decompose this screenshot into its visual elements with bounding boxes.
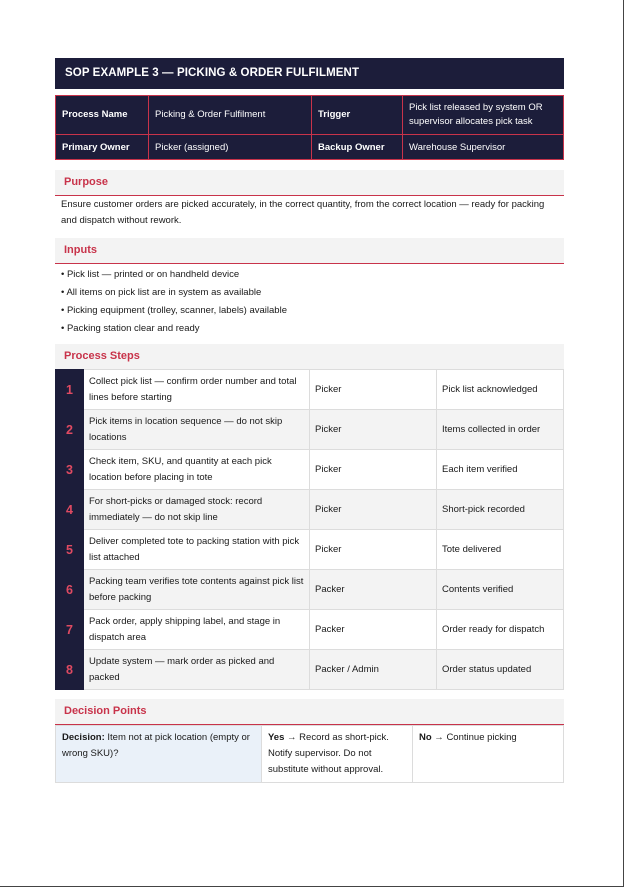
decision-yes (262, 726, 413, 783)
decision-points-heading: Decision Points (55, 699, 564, 725)
process-steps-heading: Process Steps (55, 344, 564, 369)
step-output: Items collected in order (437, 410, 564, 450)
step-number: 2 (56, 410, 84, 450)
process-meta-table (55, 95, 564, 160)
table-row (56, 610, 564, 650)
decision-question (56, 726, 262, 783)
trigger-label: Trigger (312, 96, 403, 135)
decision-label: Decision: (62, 732, 105, 743)
step-description: Deliver completed tote to packing station with pick list attached (84, 530, 310, 570)
step-output: Tote delivered (437, 530, 564, 570)
step-owner: Packer (310, 610, 437, 650)
step-output: Order ready for dispatch (437, 610, 564, 650)
step-output: Order status updated (437, 650, 564, 690)
step-output: Pick list acknowledged (437, 370, 564, 410)
step-owner: Picker (310, 490, 437, 530)
table-row (56, 726, 564, 783)
step-number: 7 (56, 610, 84, 650)
step-number: 4 (56, 490, 84, 530)
step-owner: Picker (310, 370, 437, 410)
step-description: Update system — mark order as picked and packed (84, 650, 310, 690)
step-output: Each item verified (437, 450, 564, 490)
decision-no (413, 726, 564, 783)
no-label: No (419, 732, 432, 743)
list-item: • Packing station clear and ready (61, 323, 200, 334)
backup-owner-label: Backup Owner (312, 135, 403, 160)
purpose-text: Ensure customer orders are picked accurately, in the correct quantity, from the correct location — ready for packing and dispatch without rework. (61, 199, 545, 226)
step-owner: Picker (310, 530, 437, 570)
backup-owner-value: Warehouse Supervisor (403, 135, 564, 160)
process-name-label: Process Name (56, 96, 149, 135)
decision-points-table (55, 725, 564, 783)
sop-document (55, 58, 564, 783)
process-name-value: Picking & Order Fulfilment (149, 96, 312, 135)
step-description: For short-picks or damaged stock: record immediately — do not skip line (84, 490, 310, 530)
process-steps-table (55, 369, 564, 690)
decision-text: Item not at pick location (empty or wrong SKU)? (62, 732, 250, 759)
no-text: → Continue picking (431, 732, 517, 743)
step-number: 5 (56, 530, 84, 570)
yes-text: → Record as short-pick. Notify supervisor. Do not substitute without approval. (268, 732, 389, 775)
step-owner: Picker (310, 410, 437, 450)
step-owner: Packer (310, 570, 437, 610)
step-number: 6 (56, 570, 84, 610)
step-description: Pack order, apply shipping label, and stage in dispatch area (84, 610, 310, 650)
step-owner: Packer / Admin (310, 650, 437, 690)
table-row (56, 530, 564, 570)
yes-label: Yes (268, 732, 285, 743)
inputs-heading: Inputs (55, 238, 564, 264)
purpose-heading: Purpose (55, 170, 564, 196)
list-item: • All items on pick list are in system as available (61, 287, 262, 298)
step-number: 3 (56, 450, 84, 490)
step-description: Packing team verifies tote contents against pick list before packing (84, 570, 310, 610)
step-output: Contents verified (437, 570, 564, 610)
step-description: Check item, SKU, and quantity at each pick location before placing in tote (84, 450, 310, 490)
table-row (56, 490, 564, 530)
step-number: 1 (56, 370, 84, 410)
table-row (56, 370, 564, 410)
step-description: Pick items in location sequence — do not skip locations (84, 410, 310, 450)
inputs-list (55, 264, 564, 339)
table-row (56, 650, 564, 690)
primary-owner-label: Primary Owner (56, 135, 149, 160)
trigger-value: Pick list released by system OR supervisor allocates pick task (403, 96, 564, 135)
list-item: • Picking equipment (trolley, scanner, labels) available (61, 305, 287, 316)
primary-owner-value: Picker (assigned) (149, 135, 312, 160)
step-owner: Picker (310, 450, 437, 490)
document-title: SOP EXAMPLE 3 — PICKING & ORDER FULFILMENT (55, 58, 564, 89)
table-row (56, 450, 564, 490)
table-row (56, 570, 564, 610)
step-description: Collect pick list — confirm order number and total lines before starting (84, 370, 310, 410)
step-number: 8 (56, 650, 84, 690)
step-output: Short-pick recorded (437, 490, 564, 530)
table-row (56, 410, 564, 450)
list-item: • Pick list — printed or on handheld device (61, 269, 240, 280)
